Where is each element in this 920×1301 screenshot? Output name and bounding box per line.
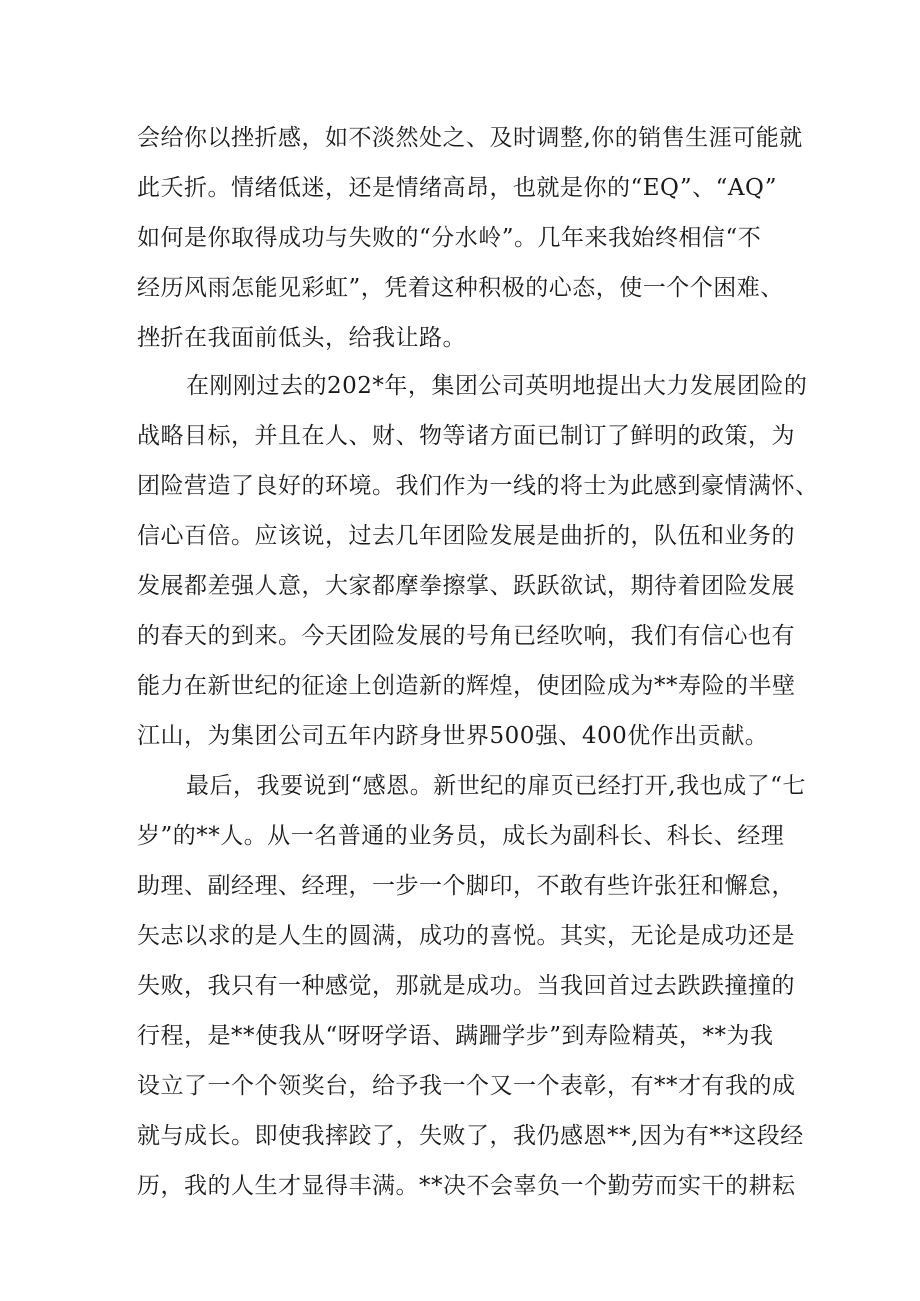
text-line: 发展都差强人意，大家都摩拳擦掌、跃跃欲试，期待着团险发展 [137,573,795,599]
text-line: 在刚刚过去的202*年，集团公司英明地提出大力发展团险的 [186,373,808,399]
text-line: 岁”的**人。从一名普通的业务员，成长为副科长、科长、经理 [137,823,785,849]
text-line: 的春天的到来。今天团险发展的号角已经吹响，我们有信心也有 [137,623,795,649]
text-line: 失败，我只有一种感觉，那就是成功。当我回首过去跌跌撞撞的 [137,973,795,999]
text-line: 团险营造了良好的环境。我们作为一线的将士为此感到豪情满怀、 [137,473,819,499]
text-line: 最后，我要说到“感恩。新世纪的扉页已经打开,我也成了“七 [186,773,806,799]
text-line: 信心百倍。应该说，过去几年团险发展是曲折的，队伍和业务的 [137,523,795,549]
text-line: 挫折在我面前低头，给我让路。 [137,325,466,351]
text-line: 助理、副经理、经理，一步一个脚印，不敢有些许张狂和懈怠， [137,873,795,899]
text-line: 战略目标，并且在人、财、物等诸方面已制订了鲜明的政策，为 [137,423,795,449]
text-line: 会给你以挫折感，如不淡然处之、及时调整,你的销售生涯可能就 [137,125,803,151]
text-line: 就与成长。即使我摔跤了，失败了，我仍感恩**,因为有**这段经 [137,1123,804,1149]
text-line: 矢志以求的是人生的圆满，成功的喜悦。其实，无论是成功还是 [137,923,795,949]
text-line: 能力在新世纪的征途上创造新的辉煌，使团险成为**寿险的半壁 [137,673,796,699]
text-line: 行程，是**使我从“呀呀学语、蹒跚学步”到寿险精英，**为我 [137,1023,774,1049]
text-line: 此夭折。情绪低迷，还是情绪高昂，也就是你的“EQ”、“AQ” [137,175,777,201]
text-line: 经历风雨怎能见彩虹”，凭着这种积极的心态，使一个个困难、 [137,275,784,301]
text-line: 历，我的人生才显得丰满。**决不会辜负一个勤劳而实干的耕耘 [137,1173,796,1199]
text-line: 江山，为集团公司五年内跻身世界500强、400优作出贡献。 [137,723,769,749]
text-line: 设立了一个个领奖台，给予我一个又一个表彰，有**才有我的成 [137,1073,796,1099]
text-line: 如何是你取得成功与失败的“分水岭”。几年来我始终相信“不 [137,225,762,251]
